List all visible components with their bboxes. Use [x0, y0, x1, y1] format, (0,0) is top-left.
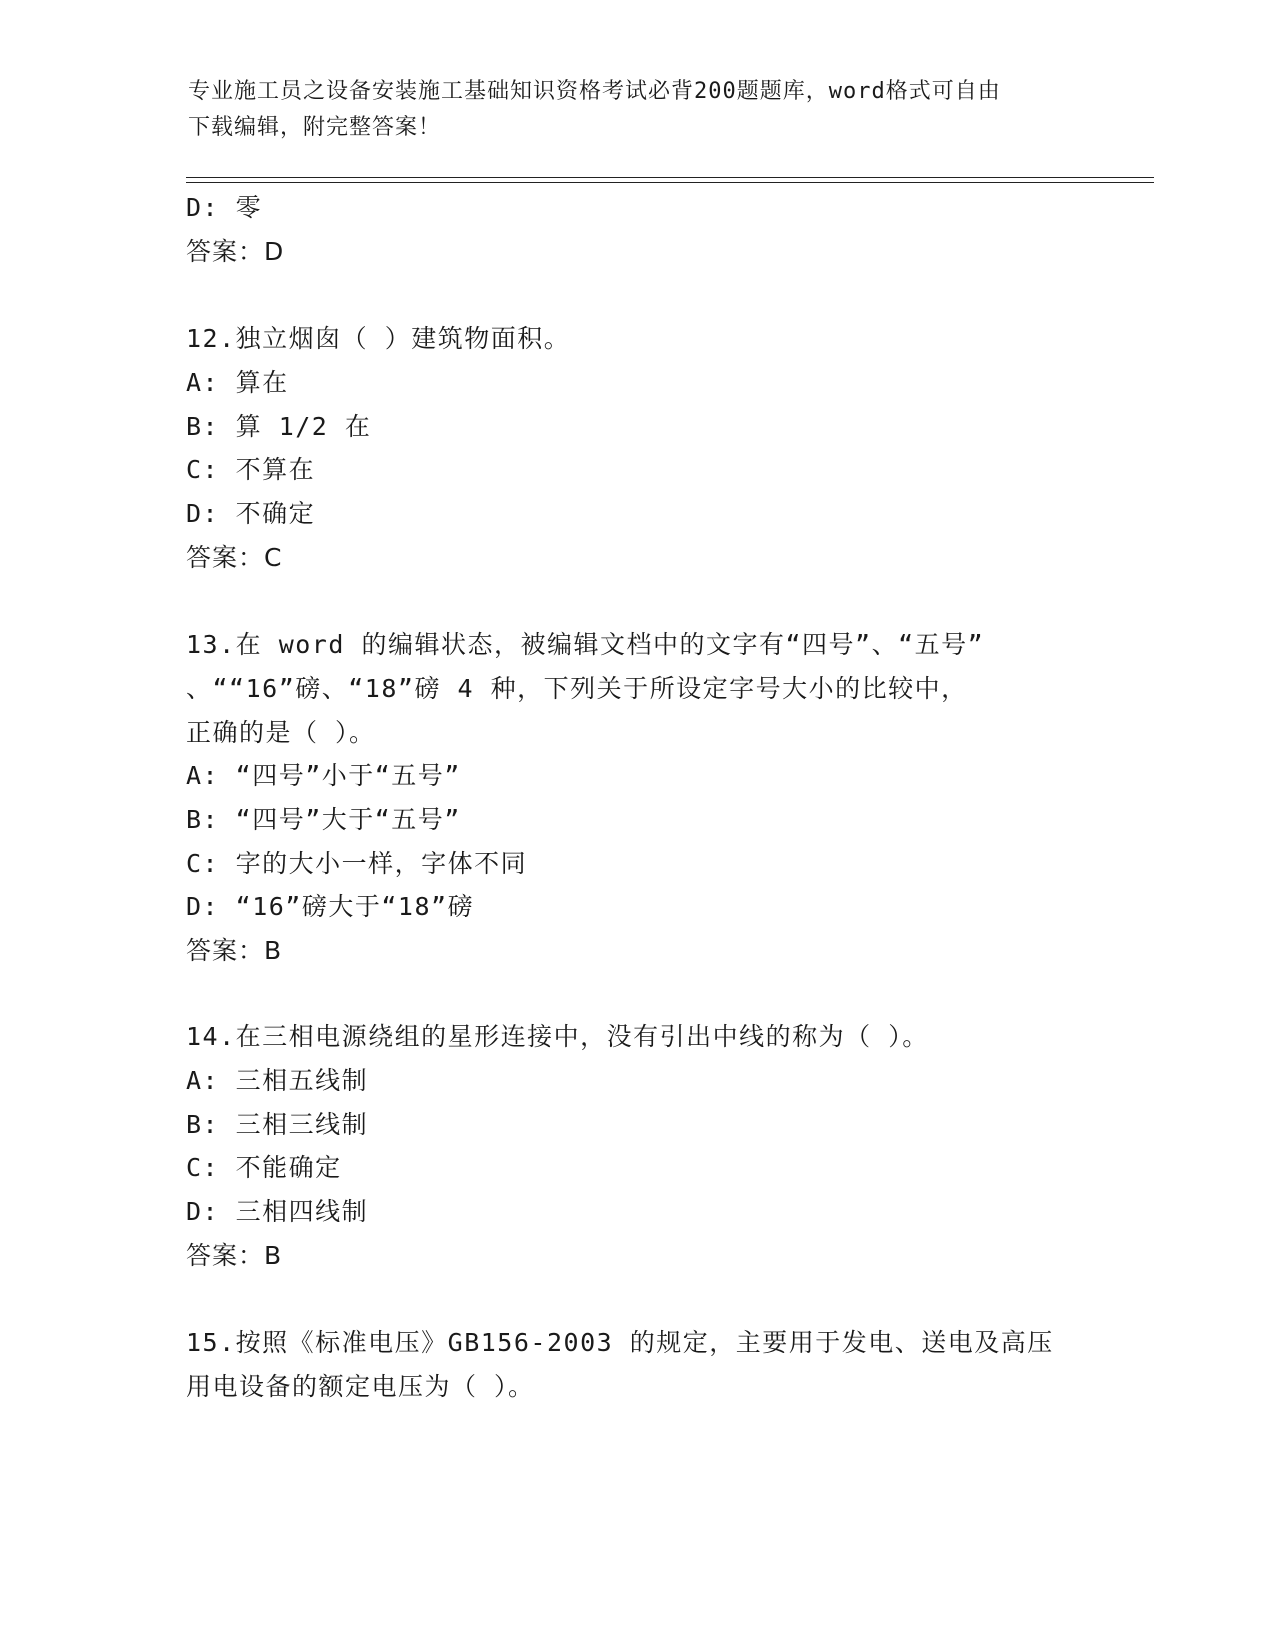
q14-option-d: D: 三相四线制 [186, 1197, 369, 1226]
q13-stem-line3: 正确的是（ ）。 [186, 718, 376, 747]
header-divider-top [186, 177, 1154, 178]
q11-option-d: D: 零 [186, 193, 263, 222]
q13-stem-line1: 13.在 word 的编辑状态，被编辑文档中的文字有“四号”、“五号” [186, 630, 985, 659]
header-divider-bottom [186, 182, 1154, 183]
q13-stem-line2: 、““16”磅、“18”磅 4 种，下列关于所设定字号大小的比较中， [186, 674, 968, 703]
header-title-line2: 下载编辑，附完整答案！ [188, 115, 442, 140]
q12-option-a: A: 算在 [186, 368, 289, 397]
q12-answer: 答案：C [186, 543, 283, 572]
q14-option-c: C: 不能确定 [186, 1153, 342, 1182]
q14-stem: 14.在三相电源绕组的星形连接中，没有引出中线的称为（ ）。 [186, 1022, 929, 1051]
q13-answer: 答案：B [186, 936, 283, 965]
header-title-line1: 专业施工员之设备安装施工基础知识资格考试必背200题题库，word格式可自由 [188, 79, 1001, 104]
q11-answer: 答案：D [186, 237, 285, 266]
q13-option-b: B: “四号”大于“五号” [186, 805, 461, 834]
q15-stem-line1: 15.按照《标准电压》GB156-2003 的规定，主要用于发电、送电及高压 [186, 1328, 1054, 1357]
q13-option-a: A: “四号”小于“五号” [186, 761, 461, 790]
q15-stem-line2: 用电设备的额定电压为（ ）。 [186, 1372, 535, 1401]
q14-option-b: B: 三相三线制 [186, 1110, 369, 1139]
q13-option-d: D: “16”磅大于“18”磅 [186, 892, 475, 921]
q14-option-a: A: 三相五线制 [186, 1066, 369, 1095]
q12-option-b: B: 算 1/2 在 [186, 412, 372, 441]
q13-option-c: C: 字的大小一样，字体不同 [186, 849, 528, 878]
q12-option-c: C: 不算在 [186, 455, 316, 484]
q12-stem: 12.独立烟囱（ ）建筑物面积。 [186, 324, 571, 353]
document-header [188, 74, 1088, 146]
q14-answer: 答案：B [186, 1241, 283, 1270]
q12-option-d: D: 不确定 [186, 499, 316, 528]
